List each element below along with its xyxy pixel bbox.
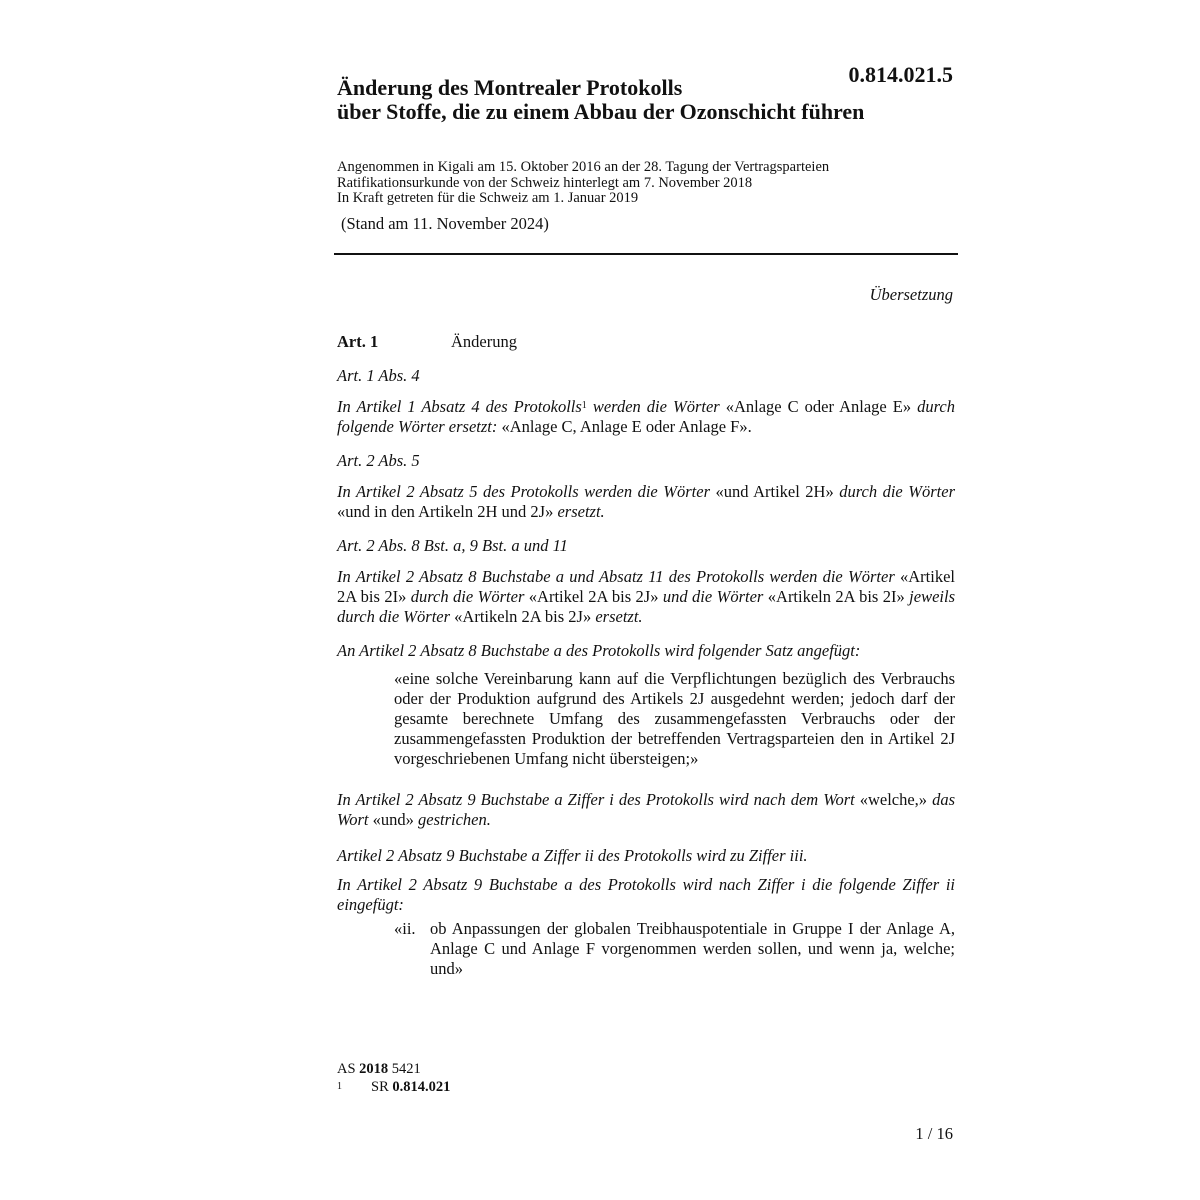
header-divider	[334, 253, 958, 255]
inserted-item-ii	[394, 919, 955, 979]
item-label: «ii.	[394, 919, 416, 938]
page-number: 1 / 16	[915, 1124, 953, 1143]
section-heading-2: Art. 2 Abs. 5	[337, 451, 420, 470]
paragraph-3: In Artikel 2 Absatz 8 Buchstabe a und Absatz 11 des Protokolls werden die Wörter «Artikel 2A bis 2I» durch die Wörter «Artikel 2A bis 2J» und die Wörter «Artikeln 2A bis 2I» jeweils durch die Wörter «Artikeln 2A bis 2J» ersetzt.	[337, 567, 955, 626]
article-heading	[337, 332, 955, 352]
paragraph-5: In Artikel 2 Absatz 9 Buchstabe a Ziffer i des Protokolls wird nach dem Wort «welche,» das Wort «und» gestrichen.	[337, 790, 955, 829]
footnote-mark: 1	[337, 1081, 342, 1092]
paragraph-4: An Artikel 2 Absatz 8 Buchstabe a des Protokolls wird folgender Satz angefügt:	[337, 641, 861, 660]
document-metadata	[337, 160, 829, 207]
official-collection-ref: AS 2018 5421	[337, 1061, 421, 1077]
meta-ratification: Ratifikationsurkunde von der Schweiz hinterlegt am 7. November 2018	[337, 174, 753, 191]
document-body	[337, 332, 955, 979]
paragraph-2: In Artikel 2 Absatz 5 des Protokolls werden die Wörter «und Artikel 2H» durch die Wörter «und in den Artikeln 2H und 2J» ersetzt.	[337, 482, 955, 521]
title-line-1: Änderung des Montrealer Protokolls	[337, 75, 683, 100]
section-heading-1: Art. 1 Abs. 4	[337, 366, 420, 385]
paragraph-1: In Artikel 1 Absatz 4 des Protokolls$^1$ werden die Wörter «Anlage C oder Anlage E» durch folgende Wörter ersetzt: «Anlage C, Anlage E oder Anlage F».	[337, 397, 956, 436]
article-title: Änderung	[451, 332, 517, 351]
title-line-2: über Stoffe, die zu einem Abbau der Ozonschicht führen	[337, 99, 865, 124]
footnotes	[337, 1060, 450, 1096]
paragraph-6: Artikel 2 Absatz 9 Buchstabe a Ziffer ii des Protokolls wird zu Ziffer iii.	[337, 846, 808, 865]
status-date: (Stand am 11. November 2024)	[341, 214, 549, 233]
footnote-1: 1 SR 0.814.021	[337, 1079, 451, 1095]
document-title	[337, 76, 937, 124]
section-heading-3: Art. 2 Abs. 8 Bst. a, 9 Bst. a und 11	[337, 536, 568, 555]
quoted-sentence: «eine solche Vereinbarung kann auf die Verpflichtungen bezüglich des Verbrauchs oder der Produktion aufgrund des Artikels 2J ausgedehnt werden; jedoch darf der gesamte berechnete Umfang des zusammengefassten Verbrauchs oder der zusammengefassten Produktion der betreffenden Vertragsparteien den in Artikel 2J vorgeschriebenen Umfang nicht übersteigen;»	[394, 669, 955, 768]
sr-number: 0.814.021.5	[848, 62, 953, 87]
document-page	[337, 0, 957, 1200]
meta-adopted: Angenommen in Kigali am 15. Oktober 2016 an der 28. Tagung der Vertragsparteien	[337, 159, 830, 175]
paragraph-7: In Artikel 2 Absatz 9 Buchstabe a des Protokolls wird nach Ziffer i die folgende Ziffer ii eingefügt:	[337, 875, 955, 914]
footnote-reference[interactable]: 1	[581, 400, 587, 411]
translation-note: Übersetzung	[869, 285, 953, 304]
item-text: ob Anpassungen der globalen Treibhauspotentiale in Gruppe I der Anlage A, Anlage C und Anlage F vorgenommen werden sollen, und wenn ja, welche; und»	[430, 919, 955, 978]
article-number: Art. 1	[337, 332, 379, 351]
meta-in-force: In Kraft getreten für die Schweiz am 1. Januar 2019	[337, 190, 639, 206]
